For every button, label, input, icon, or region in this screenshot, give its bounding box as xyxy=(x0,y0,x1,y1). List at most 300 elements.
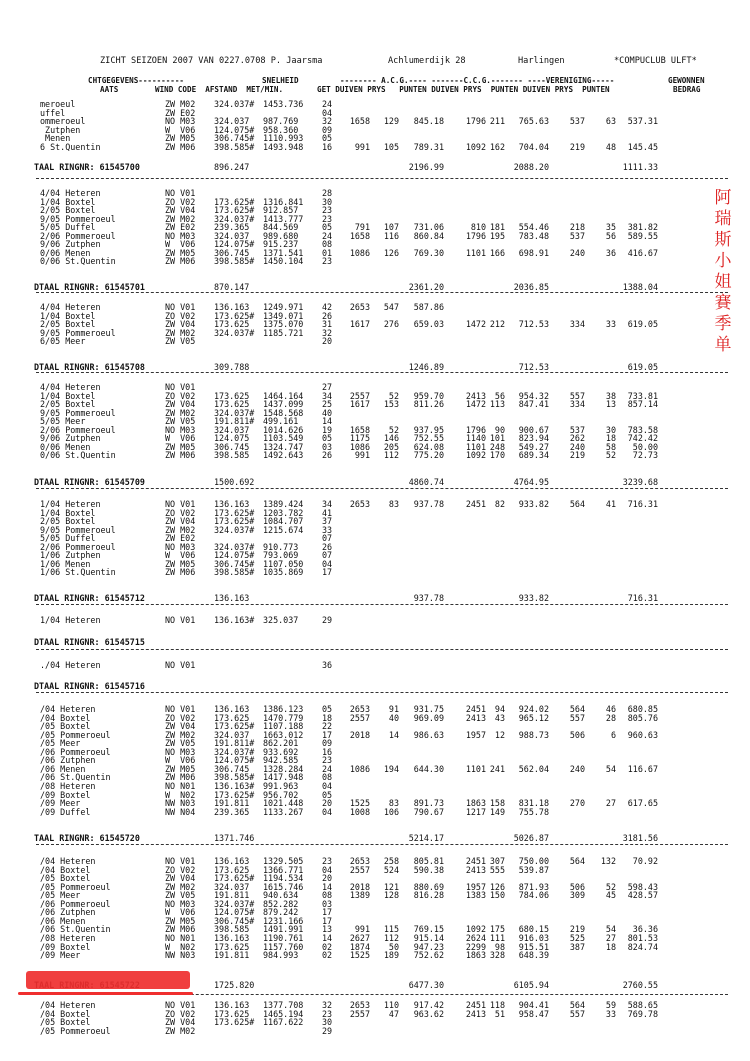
cell-ccg-punten: 823.94 xyxy=(518,433,549,444)
cell-acg-punten: 811.26 xyxy=(413,399,444,410)
cell-speed: 793.069 xyxy=(263,550,299,561)
cell-ver-punten: 589.55 xyxy=(627,230,658,241)
sheet-title: ZICHT SEIZOEN 2007 VAN 0227.0708 P. Jaarsma xyxy=(100,56,323,66)
cell-get: 18 xyxy=(322,712,333,723)
cell-place: 2/05 Boxtel xyxy=(40,516,96,527)
cell-place: /06 Zutphen xyxy=(40,755,96,766)
cell-ver-prys: 28 xyxy=(605,712,616,723)
cell-place: 2/05 Boxtel xyxy=(40,319,96,330)
cell-distance: 173.625 xyxy=(214,1008,250,1019)
cell-acg-punten: 769.15 xyxy=(413,924,444,935)
cell-ccg-prys: 162 xyxy=(489,141,505,152)
cell-get: 34 xyxy=(322,499,333,509)
total-acg-punten: 937.78 xyxy=(413,593,444,603)
cell-place: 0/06 St.Quentin xyxy=(40,450,116,461)
cell-wind-code: NW N03 xyxy=(165,798,196,809)
cell-ccg-punten: 648.39 xyxy=(518,950,549,961)
cell-distance: 398.585# xyxy=(214,567,255,578)
cell-get: 17 xyxy=(322,907,333,918)
cell-wind-code: W V06 xyxy=(165,907,196,918)
cell-ver-prys: 52 xyxy=(605,450,616,461)
cell-distance: 173.625 xyxy=(214,712,250,723)
cell-wind-code: ZW M06 xyxy=(165,141,196,152)
cell-ccg-punten: 712.53 xyxy=(518,319,549,330)
cell-get: 41 xyxy=(322,507,333,518)
table-row xyxy=(0,808,750,817)
cell-speed: 1316.841 xyxy=(263,196,304,207)
cell-acg-prys: 258 xyxy=(383,856,399,866)
cell-get: 27 xyxy=(322,382,333,392)
cell-speed: 1203.782 xyxy=(263,507,304,518)
section-divider xyxy=(36,604,728,605)
cell-ver-duiven: 219 xyxy=(569,450,585,461)
cell-get: 17 xyxy=(322,729,333,740)
cell-ccg-duiven: 2624 xyxy=(465,932,486,943)
cell-wind-code: ZW M05 xyxy=(165,441,196,452)
cell-get: 23 xyxy=(322,213,333,224)
col-header-gewonnen: GEWONNEN xyxy=(668,76,705,85)
cell-ccg-prys: 175 xyxy=(489,924,505,935)
cell-wind-code: NO V01 xyxy=(165,302,196,312)
cell-speed: 1185.721 xyxy=(263,327,304,338)
cell-place: 1/04 Heteren xyxy=(40,615,101,625)
cell-distance: 306.745 xyxy=(214,441,250,452)
cell-place: /06 Pommeroeul xyxy=(40,746,111,757)
cell-ccg-punten: 900.67 xyxy=(518,424,549,435)
cell-ver-duiven: 557 xyxy=(569,390,585,401)
cell-get: 28 xyxy=(322,188,333,198)
cell-acg-punten: 816.28 xyxy=(413,890,444,901)
cell-speed: 1366.771 xyxy=(263,864,304,875)
cell-distance: 398.585# xyxy=(214,772,255,783)
cell-distance: 136.163 xyxy=(214,1000,250,1010)
total-ver-punten: 1388.04 xyxy=(622,282,658,292)
table-row xyxy=(0,451,750,460)
cell-get: 14 xyxy=(322,881,333,892)
cell-acg-duiven: 2653 xyxy=(349,704,370,714)
cell-place: 2/06 Pommeroeul xyxy=(40,541,116,552)
cell-wind-code: ZO V02 xyxy=(165,390,196,401)
cell-get: 20 xyxy=(322,336,333,347)
cell-place: /05 Pommeroeul xyxy=(40,881,111,892)
cell-place: 1/06 Zutphen xyxy=(40,550,101,561)
cell-acg-duiven: 1658 xyxy=(349,116,370,127)
cell-ccg-prys: 170 xyxy=(489,450,505,461)
cell-acg-duiven: 1658 xyxy=(349,424,370,435)
table-row xyxy=(0,661,750,670)
cell-speed: 1663.012 xyxy=(263,729,304,740)
cell-speed: 1389.424 xyxy=(263,499,304,509)
cell-place: 1/04 Heteren xyxy=(40,499,101,509)
cell-ver-duiven: 564 xyxy=(569,1000,585,1010)
cell-ccg-punten: 831.18 xyxy=(518,798,549,809)
cell-wind-code: ZW M06 xyxy=(165,567,196,578)
cell-wind-code: ZW E02 xyxy=(165,222,196,233)
cell-place: 4/04 Heteren xyxy=(40,188,101,198)
cell-speed: 1413.777 xyxy=(263,213,304,224)
cell-speed: 1329.505 xyxy=(263,856,304,866)
cell-ver-punten: 619.05 xyxy=(627,319,658,330)
cell-ccg-prys: 149 xyxy=(489,806,505,817)
cell-acg-punten: 845.18 xyxy=(413,116,444,127)
cell-ver-duiven: 557 xyxy=(569,712,585,723)
cell-ccg-punten: 750.00 xyxy=(518,856,549,866)
cell-acg-punten: 775.20 xyxy=(413,450,444,461)
cell-distance: 324.037 xyxy=(214,881,250,892)
cell-acg-punten: 937.78 xyxy=(413,499,444,509)
cell-acg-duiven: 2557 xyxy=(349,1008,370,1019)
cell-ccg-prys: 307 xyxy=(489,856,505,866)
cell-wind-code: ZW V04 xyxy=(165,399,196,410)
cell-ccg-punten: 554.46 xyxy=(518,222,549,233)
cell-distance: 136.163 xyxy=(214,704,250,714)
cell-get: 09 xyxy=(322,738,333,749)
cell-wind-code: NO V01 xyxy=(165,856,196,866)
cell-place: /05 Boxtel xyxy=(40,873,91,884)
table-row xyxy=(0,143,750,152)
cell-wind-code: NO V01 xyxy=(165,188,196,198)
cell-ccg-duiven: 1957 xyxy=(465,881,486,892)
cell-ver-duiven: 506 xyxy=(569,729,585,740)
total-label: DTAAL RINGNR: 61545708 xyxy=(34,362,145,372)
section-divider xyxy=(36,488,728,489)
cell-acg-prys: 110 xyxy=(383,1000,399,1010)
total-distance: 136.163 xyxy=(214,593,250,603)
cell-speed: 984.993 xyxy=(263,950,299,961)
cell-speed: 1437.099 xyxy=(263,399,304,410)
cell-speed: 989.680 xyxy=(263,230,299,241)
cell-ver-prys: 52 xyxy=(605,881,616,892)
cell-acg-duiven: 1658 xyxy=(349,230,370,241)
cell-wind-code: W V06 xyxy=(165,124,196,135)
cell-wind-code: ZW V05 xyxy=(165,336,196,347)
cell-acg-duiven: 2557 xyxy=(349,712,370,723)
cell-ver-punten: 381.82 xyxy=(627,222,658,233)
cell-ver-punten: 72.73 xyxy=(632,450,658,461)
cell-ver-prys: 18 xyxy=(605,433,616,444)
cell-acg-prys: 112 xyxy=(383,450,399,461)
cell-ver-punten: 50.00 xyxy=(632,441,658,452)
cell-place: /04 Boxtel xyxy=(40,1008,91,1019)
cell-ccg-punten: 689.34 xyxy=(518,450,549,461)
cell-get: 05 xyxy=(322,133,333,144)
cell-get: 22 xyxy=(322,721,333,732)
cell-wind-code: ZW M06 xyxy=(165,924,196,935)
total-label: TAAL RINGNR: 61545720 xyxy=(34,833,140,843)
cell-ccg-prys: 195 xyxy=(489,230,505,241)
cell-ver-prys: 13 xyxy=(605,399,616,410)
cell-ver-prys: 63 xyxy=(605,116,616,127)
side-note-char: 阿 xyxy=(714,188,732,208)
cell-acg-duiven: 1525 xyxy=(349,950,370,961)
cell-ver-punten: 824.74 xyxy=(627,941,658,952)
cell-speed: 1190.761 xyxy=(263,932,304,943)
cell-get: 17 xyxy=(322,567,333,578)
cell-place: /08 Heteren xyxy=(40,780,96,791)
section-divider xyxy=(36,649,728,650)
cell-ccg-duiven: 1092 xyxy=(465,924,486,935)
cell-ccg-duiven: 2413 xyxy=(465,864,486,875)
cell-ccg-duiven: 810 xyxy=(470,222,486,233)
cell-wind-code: ZW M05 xyxy=(165,558,196,569)
cell-distance: 136.163# xyxy=(214,615,255,625)
cell-ccg-duiven: 1796 xyxy=(465,424,486,435)
cell-wind-code: ZW V04 xyxy=(165,721,196,732)
cell-ver-prys: 54 xyxy=(605,924,616,935)
cell-ccg-prys: 248 xyxy=(489,441,505,452)
cell-acg-punten: 644.30 xyxy=(413,763,444,774)
col-header-bedrag: BEDRAG xyxy=(673,85,701,94)
cell-wind-code: NW N04 xyxy=(165,806,196,817)
cell-acg-prys: 547 xyxy=(383,302,399,312)
cell-ver-duiven: 564 xyxy=(569,704,585,714)
cell-acg-punten: 789.31 xyxy=(413,141,444,152)
side-note xyxy=(712,188,734,356)
cell-place: 9/05 Pommeroeul xyxy=(40,407,116,418)
cell-get: 16 xyxy=(322,141,333,152)
cell-speed: 1231.166 xyxy=(263,915,304,926)
cell-distance: 324.037# xyxy=(214,746,255,757)
cell-ver-prys: 41 xyxy=(605,499,616,509)
cell-get: 04 xyxy=(322,864,333,875)
side-note-char: 单 xyxy=(714,335,732,355)
cell-speed: 1103.549 xyxy=(263,433,304,444)
cell-ccg-prys: 212 xyxy=(489,319,505,330)
cell-ver-punten: 680.85 xyxy=(627,704,658,714)
cell-get: 23 xyxy=(322,755,333,766)
cell-wind-code: ZW M05 xyxy=(165,133,196,144)
cell-wind-code: ZW M05 xyxy=(165,763,196,774)
cell-distance: 306.745# xyxy=(214,133,255,144)
cell-wind-code: ZW M02 xyxy=(165,407,196,418)
cell-place: 6 St.Quentin xyxy=(40,141,101,152)
cell-ccg-punten: 539.87 xyxy=(518,864,549,875)
total-distance: 1371.746 xyxy=(214,833,255,843)
cell-speed: 1349.071 xyxy=(263,310,304,321)
cell-acg-duiven: 2557 xyxy=(349,390,370,401)
total-ccg-punten: 2088.20 xyxy=(513,162,549,172)
cell-ccg-duiven: 1101 xyxy=(465,441,486,452)
cell-ccg-prys: 90 xyxy=(494,424,505,435)
cell-speed: 1107.050 xyxy=(263,558,304,569)
cell-acg-punten: 752.62 xyxy=(413,950,444,961)
cell-get: 20 xyxy=(322,798,333,809)
cell-wind-code: NO V01 xyxy=(165,704,196,714)
cell-get: 07 xyxy=(322,533,333,544)
cell-wind-code: ZW M06 xyxy=(165,772,196,783)
cell-get: 24 xyxy=(322,99,333,109)
cell-ccg-duiven: 1101 xyxy=(465,763,486,774)
cell-distance: 173.625# xyxy=(214,205,255,216)
cell-place: 2/05 Boxtel xyxy=(40,205,96,216)
cell-distance: 173.625# xyxy=(214,1017,255,1028)
cell-place: 4/04 Heteren xyxy=(40,382,101,392)
cell-wind-code: ZW V04 xyxy=(165,319,196,330)
cell-get: 24 xyxy=(322,230,333,241)
cell-speed: 1014.626 xyxy=(263,424,304,435)
total-acg-punten: 6477.30 xyxy=(408,980,444,990)
cell-speed: 1450.104 xyxy=(263,256,304,267)
cell-acg-duiven: 2627 xyxy=(349,932,370,943)
cell-ccg-prys: 126 xyxy=(489,881,505,892)
cell-acg-duiven: 1874 xyxy=(349,941,370,952)
section-divider xyxy=(36,292,728,293)
cell-ver-prys: 30 xyxy=(605,424,616,435)
cell-wind-code: NO M03 xyxy=(165,898,196,909)
cell-ver-duiven: 525 xyxy=(569,932,585,943)
cell-ccg-prys: 211 xyxy=(489,116,505,127)
cell-distance: 173.625# xyxy=(214,721,255,732)
cell-distance: 173.625# xyxy=(214,310,255,321)
cell-ccg-prys: 241 xyxy=(489,763,505,774)
cell-acg-punten: 917.42 xyxy=(413,1000,444,1010)
cell-get: 04 xyxy=(322,558,333,569)
cell-speed: 1464.164 xyxy=(263,390,304,401)
cell-ccg-duiven: 2451 xyxy=(465,499,486,509)
cell-ccg-punten: 783.48 xyxy=(518,230,549,241)
cell-ccg-prys: 98 xyxy=(494,941,505,952)
cell-ccg-punten: 915.51 xyxy=(518,941,549,952)
cell-get: 37 xyxy=(322,516,333,527)
cell-place: 9/05 Pommeroeul xyxy=(40,524,116,535)
cell-place: ommeroeul xyxy=(40,116,86,127)
cell-ver-punten: 716.31 xyxy=(627,499,658,509)
cell-ccg-duiven: 1863 xyxy=(465,798,486,809)
cell-get: 08 xyxy=(322,890,333,901)
cell-ccg-punten: 755.78 xyxy=(518,806,549,817)
cell-distance: 324.037 xyxy=(214,729,250,740)
cell-speed: 1470.779 xyxy=(263,712,304,723)
cell-get: 20 xyxy=(322,873,333,884)
cell-speed: 1375.070 xyxy=(263,319,304,330)
col-header-wind-code: WIND CODE AFSTAND MET/MIN. xyxy=(155,85,284,94)
cell-ver-prys: 54 xyxy=(605,763,616,774)
cell-wind-code: NO V01 xyxy=(165,615,196,625)
cell-ccg-prys: 56 xyxy=(494,390,505,401)
cell-place: 0/06 Menen xyxy=(40,247,91,258)
cell-get: 14 xyxy=(322,416,333,427)
cell-get: 19 xyxy=(322,424,333,435)
cell-speed: 1035.869 xyxy=(263,567,304,578)
cell-place: /06 Menen xyxy=(40,915,86,926)
cell-ccg-duiven: 2413 xyxy=(465,712,486,723)
total-distance: 1500.692 xyxy=(214,477,255,487)
owner-city: Harlingen xyxy=(518,56,565,66)
total-acg-punten: 4860.74 xyxy=(408,477,444,487)
cell-place: ./04 Heteren xyxy=(40,660,101,670)
cell-ver-punten: 537.31 xyxy=(627,116,658,127)
side-note-char: 小 xyxy=(714,251,732,271)
cell-acg-prys: 107 xyxy=(383,222,399,233)
cell-place: /06 St.Quentin xyxy=(40,772,111,783)
total-label: DTAAL RINGNR: 61545712 xyxy=(34,593,145,603)
cell-ccg-prys: 158 xyxy=(489,798,505,809)
cell-ccg-duiven: 1140 xyxy=(465,433,486,444)
cell-acg-duiven: 2653 xyxy=(349,302,370,312)
total-label: TAAL RINGNR: 61545700 xyxy=(34,162,140,172)
cell-acg-punten: 880.69 xyxy=(413,881,444,892)
cell-wind-code: ZW M02 xyxy=(165,327,196,338)
total-ccg-punten: 933.82 xyxy=(518,593,549,603)
cell-speed: 991.963 xyxy=(263,780,299,791)
cell-get: 04 xyxy=(322,107,333,118)
table-row xyxy=(0,1027,750,1036)
cell-distance: 173.625# xyxy=(214,789,255,800)
table-row xyxy=(0,951,750,960)
cell-ccg-punten: 847.41 xyxy=(518,399,549,410)
cell-ccg-punten: 924.02 xyxy=(518,704,549,714)
cell-speed: 1084.707 xyxy=(263,516,304,527)
table-row xyxy=(0,616,750,625)
total-ver-punten: 3239.68 xyxy=(622,477,658,487)
cell-speed: 956.702 xyxy=(263,789,299,800)
cell-distance: 136.163 xyxy=(214,932,250,943)
cell-ccg-duiven: 1796 xyxy=(465,230,486,241)
cell-get: 36 xyxy=(322,660,333,670)
cell-ver-duiven: 564 xyxy=(569,499,585,509)
cell-acg-prys: 153 xyxy=(383,399,399,410)
cell-speed: 499.161 xyxy=(263,416,299,427)
cell-get: 32 xyxy=(322,116,333,127)
cell-acg-prys: 115 xyxy=(383,924,399,935)
cell-acg-prys: 129 xyxy=(383,116,399,127)
cell-acg-prys: 40 xyxy=(388,712,399,723)
cell-ver-prys: 27 xyxy=(605,932,616,943)
cell-speed: 1386.123 xyxy=(263,704,304,714)
cell-place: Zutphen xyxy=(40,124,81,135)
cell-acg-punten: 659.03 xyxy=(413,319,444,330)
cell-acg-prys: 126 xyxy=(383,247,399,258)
total-distance: 896.247 xyxy=(214,162,250,172)
cell-ccg-duiven: 1957 xyxy=(465,729,486,740)
cell-acg-prys: 47 xyxy=(388,1008,399,1019)
cell-ver-prys: 6 xyxy=(610,729,616,740)
cell-ver-duiven: 309 xyxy=(569,890,585,901)
cell-get: 09 xyxy=(322,124,333,135)
cell-get: 07 xyxy=(322,550,333,561)
cell-ccg-duiven: 1383 xyxy=(465,890,486,901)
cell-ver-punten: 70.92 xyxy=(632,856,658,866)
cell-place: 1/06 Menen xyxy=(40,558,91,569)
cell-wind-code: W V06 xyxy=(165,550,196,561)
cell-distance: 191.811 xyxy=(214,950,250,961)
cell-ccg-duiven: 2413 xyxy=(465,390,486,401)
cell-ver-punten: 416.67 xyxy=(627,247,658,258)
cell-ccg-punten: 965.12 xyxy=(518,712,549,723)
cell-wind-code: ZW E02 xyxy=(165,107,196,118)
cell-speed: 1491.991 xyxy=(263,924,304,935)
cell-place: /09 Meer xyxy=(40,950,81,961)
cell-place: /05 Pommeroeul xyxy=(40,1025,111,1036)
cell-get: 05 xyxy=(322,704,333,714)
cell-acg-punten: 590.38 xyxy=(413,864,444,875)
cell-ver-punten: 742.42 xyxy=(627,433,658,444)
cell-wind-code: ZW V04 xyxy=(165,1017,196,1028)
cell-ccg-prys: 51 xyxy=(494,1008,505,1019)
cell-place: /06 Pommeroeul xyxy=(40,898,111,909)
cell-wind-code: ZW M02 xyxy=(165,881,196,892)
cell-ccg-punten: 871.93 xyxy=(518,881,549,892)
total-distance: 1725.820 xyxy=(214,980,255,990)
cell-get: 31 xyxy=(322,319,333,330)
cell-distance: 398.585 xyxy=(214,450,250,461)
cell-place: /08 Heteren xyxy=(40,932,96,943)
cell-place: meroeul xyxy=(40,99,76,109)
cell-place: 1/04 Boxtel xyxy=(40,507,96,518)
highlight-underline xyxy=(18,992,193,995)
cell-ver-punten: 116.67 xyxy=(627,763,658,774)
cell-acg-prys: 52 xyxy=(388,390,399,401)
